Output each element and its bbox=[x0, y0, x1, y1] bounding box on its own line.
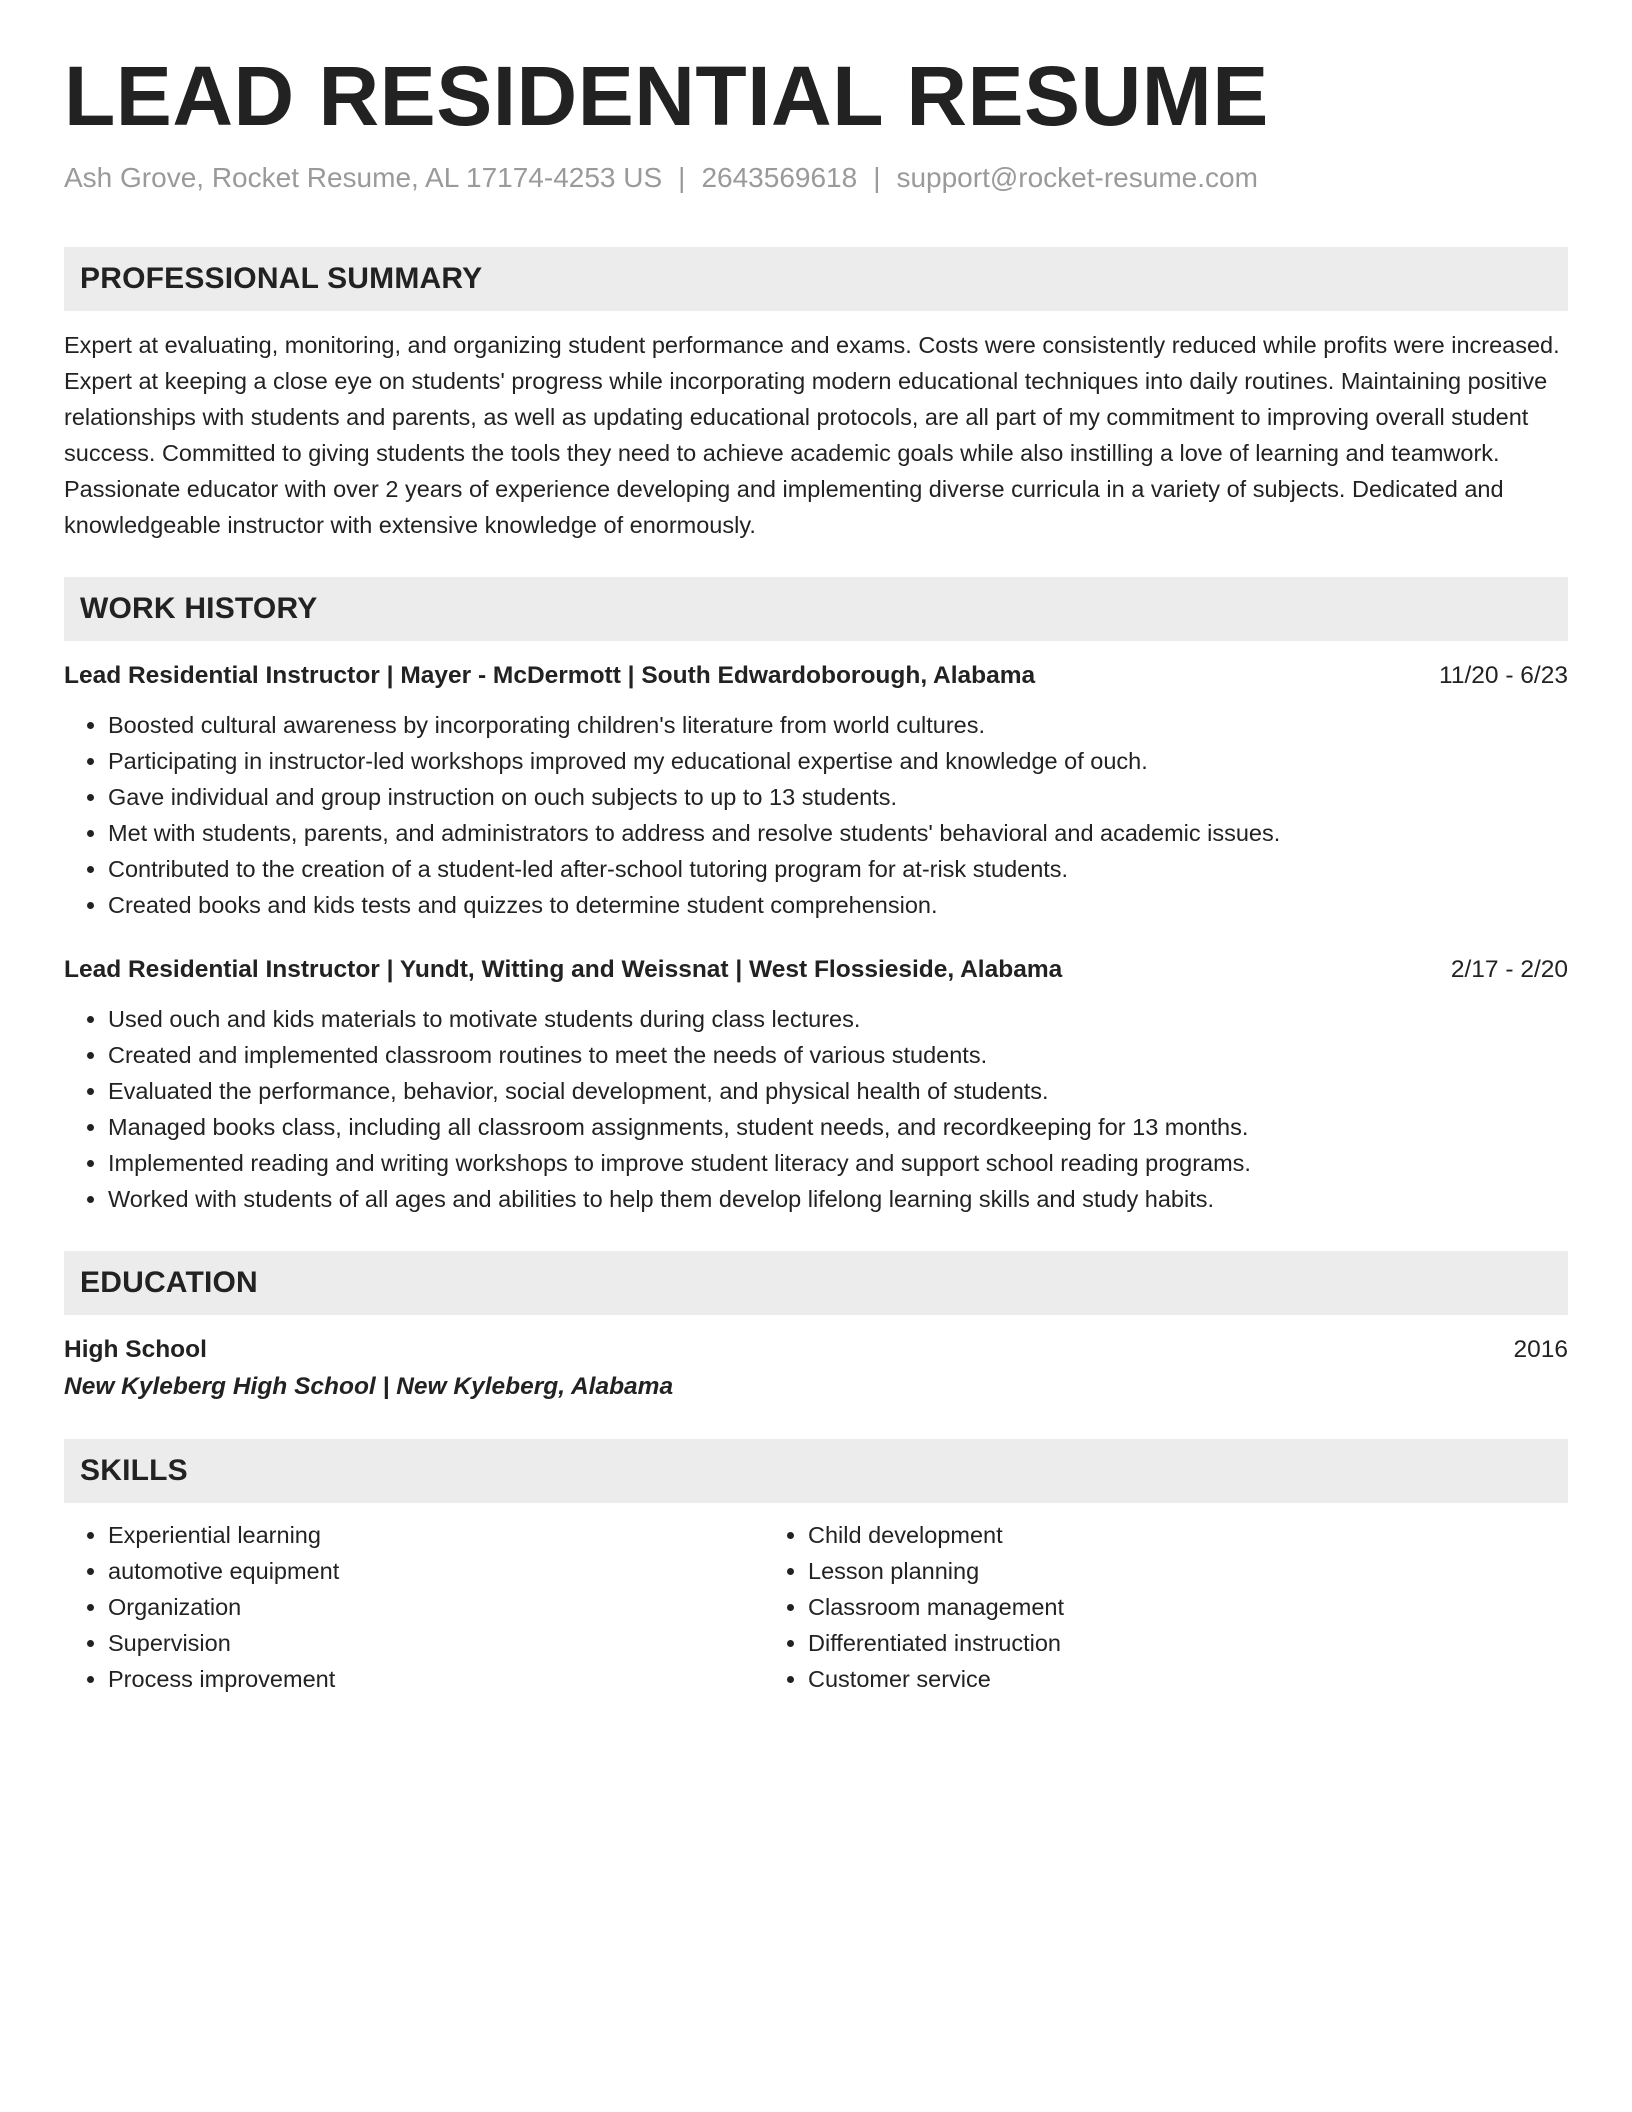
contact-phone: 2643569618 bbox=[701, 162, 858, 194]
list-item: • Boosted cultural awareness by incorporating children's literature from world cultures. bbox=[108, 707, 1568, 743]
contact-address: Ash Grove, Rocket Resume, AL 17174-4253 US bbox=[64, 162, 663, 194]
list-item: • Experiential learning bbox=[108, 1517, 764, 1553]
job-dates: 11/20 - 6/23 bbox=[1439, 661, 1568, 689]
skills-column-left bbox=[64, 1517, 764, 1697]
list-item: • Supervision bbox=[108, 1625, 764, 1661]
list-item: • Used ouch and kids materials to motivate students during class lectures. bbox=[108, 1001, 1568, 1037]
resume-title: LEAD RESIDENTIAL RESUME bbox=[64, 49, 1269, 143]
list-item: • Classroom management bbox=[808, 1589, 1464, 1625]
list-item: • Implemented reading and writing workshops to improve student literacy and support school reading programs. bbox=[108, 1145, 1568, 1181]
list-item: • Process improvement bbox=[108, 1661, 764, 1697]
job-title: Lead Residential Instructor | Mayer - McDermott | South Edwardoborough, Alabama bbox=[64, 661, 1036, 689]
job-header bbox=[64, 659, 1568, 693]
section-header-work: WORK HISTORY bbox=[64, 577, 1568, 641]
list-item: • automotive equipment bbox=[108, 1553, 764, 1589]
contact-line bbox=[64, 160, 1568, 196]
summary-text: Expert at evaluating, monitoring, and organizing student performance and exams. Costs were consistently reduced while profits were increased. Expert at keeping a close eye on students' progress while incorporating modern educational techniques into daily routines. Maintaining positive relationships with students and parents, as well as updating educational protocols, are all part of my commitment to improving overall student success. Committed to giving students the tools they need to achieve academic goals while also instilling a love of learning and teamwork. Passionate educator with over 2 years of experience developing and implementing diverse curricula in a variety of subjects. Dedicated and knowledgeable instructor with extensive knowledge of enormously. bbox=[64, 331, 1560, 538]
education-school: New Kyleberg High School | New Kyleberg, Alabama bbox=[64, 1372, 674, 1400]
list-item: • Created and implemented classroom routines to meet the needs of various students. bbox=[108, 1037, 1568, 1073]
list-item: • Child development bbox=[808, 1517, 1464, 1553]
list-item: • Differentiated instruction bbox=[808, 1625, 1464, 1661]
section-header-skills: SKILLS bbox=[64, 1439, 1568, 1503]
skills-column-right bbox=[764, 1517, 1464, 1697]
job-dates: 2/17 - 2/20 bbox=[1450, 955, 1568, 983]
job-title: Lead Residential Instructor | Yundt, Witting and Weissnat | West Flossieside, Alabama bbox=[64, 955, 1063, 983]
contact-email: support@rocket-resume.com bbox=[896, 162, 1258, 194]
section-header-summary: PROFESSIONAL SUMMARY bbox=[64, 247, 1568, 311]
contact-separator: | bbox=[678, 162, 686, 194]
job-bullets bbox=[64, 1001, 1568, 1217]
section-header-education: EDUCATION bbox=[64, 1251, 1568, 1315]
list-item: • Participating in instructor-led workshops improved my educational expertise and knowledge of ouch. bbox=[108, 743, 1568, 779]
job-entry bbox=[64, 953, 1568, 1217]
skills-list bbox=[64, 1517, 1568, 1697]
list-item: • Lesson planning bbox=[808, 1553, 1464, 1589]
list-item: • Met with students, parents, and administrators to address and resolve students' behavioral and academic issues. bbox=[108, 815, 1568, 851]
list-item: • Gave individual and group instruction on ouch subjects to up to 13 students. bbox=[108, 779, 1568, 815]
job-bullets bbox=[64, 707, 1568, 923]
list-item: • Managed books class, including all classroom assignments, student needs, and recordkeeping for 13 months. bbox=[108, 1109, 1568, 1145]
job-entry bbox=[64, 659, 1568, 923]
job-header bbox=[64, 953, 1568, 987]
list-item: • Organization bbox=[108, 1589, 764, 1625]
education-year: 2016 bbox=[1513, 1335, 1568, 1363]
list-item: • Worked with students of all ages and abilities to help them develop lifelong learning skills and study habits. bbox=[108, 1181, 1568, 1217]
list-item: • Contributed to the creation of a student-led after-school tutoring program for at-risk students. bbox=[108, 851, 1568, 887]
list-item: • Created books and kids tests and quizzes to determine student comprehension. bbox=[108, 887, 1568, 923]
list-item: • Evaluated the performance, behavior, social development, and physical health of students. bbox=[108, 1073, 1568, 1109]
education-degree: High School bbox=[64, 1335, 207, 1363]
contact-separator: | bbox=[873, 162, 881, 194]
list-item: • Customer service bbox=[808, 1661, 1464, 1697]
education-header bbox=[64, 1333, 1568, 1367]
